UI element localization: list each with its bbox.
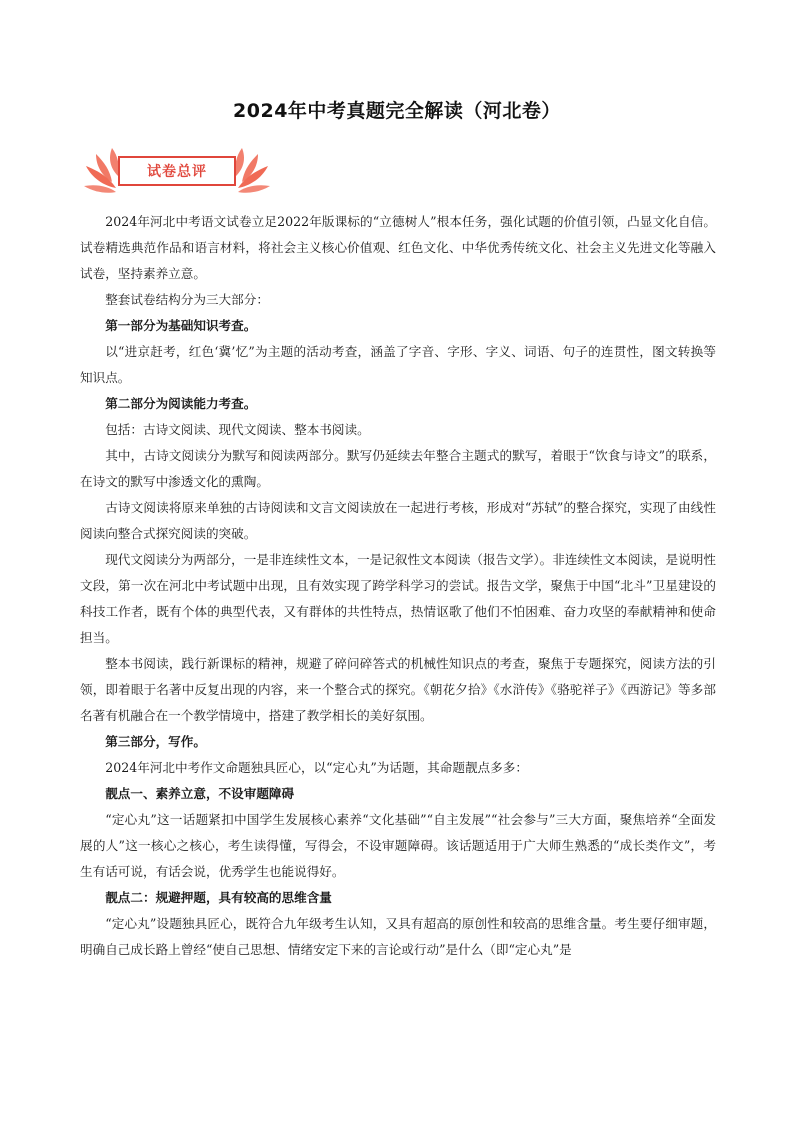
section-heading: 第三部分，写作。 — [105, 734, 206, 749]
section-heading: 第一部分为基础知识考查。 — [105, 318, 257, 333]
banner-label: 试卷总评 — [147, 164, 207, 180]
banner-label-box — [118, 156, 236, 186]
body-paragraph: 其中，古诗文阅读分为默写和阅读两部分。默写仍延续去年整合主题式的默写，着眼于“饮食与诗文”的联系，在诗文的默写中渗透文化的熏陶。 — [80, 448, 716, 489]
body-paragraph: 以“进京赶考，红色‘冀’忆”为主题的活动考查，涵盖了字音、字形、字义、词语、句子的连贯性，图文转换等知识点。 — [80, 344, 716, 385]
section-heading: 靓点一、素养立意，不设审题障碍 — [105, 786, 295, 801]
body-paragraph: 2024年河北中考作文命题独具匠心，以“定心丸”为话题，其命题靓点多多： — [105, 760, 528, 775]
body-paragraph: 包括：古诗文阅读、现代文阅读、整本书阅读。 — [105, 422, 370, 437]
body-paragraph: “定心丸”设题独具匠心，既符合九年级考生认知，又具有超高的原创性和较高的思维含量。考生要仔细审题，明确自己成长路上曾经“使自己思想、情绪安定下来的言论或行动”是什么（即“定心丸”是 — [80, 916, 716, 957]
page-title: 2024年中考真题完全解读（河北卷） — [233, 100, 561, 122]
body-paragraph: 古诗文阅读将原来单独的古诗阅读和文言文阅读放在一起进行考核，形成对“苏轼”的整合探究，实现了由线性阅读向整合式探究阅读的突破。 — [80, 500, 716, 541]
document-body — [80, 209, 716, 963]
body-paragraph: 现代文阅读分为两部分，一是非连续性文本，一是记叙性文本阅读（报告文学）。非连续性文本阅读，是说明性文段，第一次在河北中考试题中出现，且有效实现了跨学科学习的尝试。报告文学，聚焦于中国“北斗”卫星建设的科技工作者，既有个体的典型代表，又有群体的共性特点，热情讴歌了他们不怕困难、奋力攻坚的奉献精神和使命担当。 — [80, 552, 716, 645]
body-paragraph: “定心丸”这一话题紧扣中国学生发展核心素养“文化基础”“自主发展”“社会参与”三大方面，聚焦培养“全面发展的人”这一核心之核心，考生读得懂，写得会，不设审题障碍。该话题适用于广大师生熟悉的“成长类作文”，考生有话可说，有话会说，优秀学生也能说得好。 — [80, 812, 716, 879]
body-paragraph: 2024年河北中考语文试卷立足2022年版课标的“立德树人”根本任务，强化试题的价值引领，凸显文化自信。试卷精选典范作品和语言材料，将社会主义核心价值观、红色文化、中华优秀传统文化、社会主义先进文化等融入试卷，坚持素养立意。 — [80, 214, 716, 281]
section-heading: 第二部分为阅读能力考查。 — [105, 396, 257, 411]
body-paragraph: 整本书阅读，践行新课标的精神，规避了碎问碎答式的机械性知识点的考查，聚焦于专题探究，阅读方法的引领，即着眼于名著中反复出现的内容，来一个整合式的探究。《朝花夕拾》《水浒传》《骆驼祥子》《西游记》等多部名著有机融合在一个教学情境中，搭建了教学相长的美好氛围。 — [80, 656, 716, 723]
section-heading: 靓点二：规避押题，具有较高的思维含量 — [105, 890, 332, 905]
section-banner — [82, 148, 272, 196]
body-paragraph: 整套试卷结构分为三大部分： — [105, 292, 269, 307]
